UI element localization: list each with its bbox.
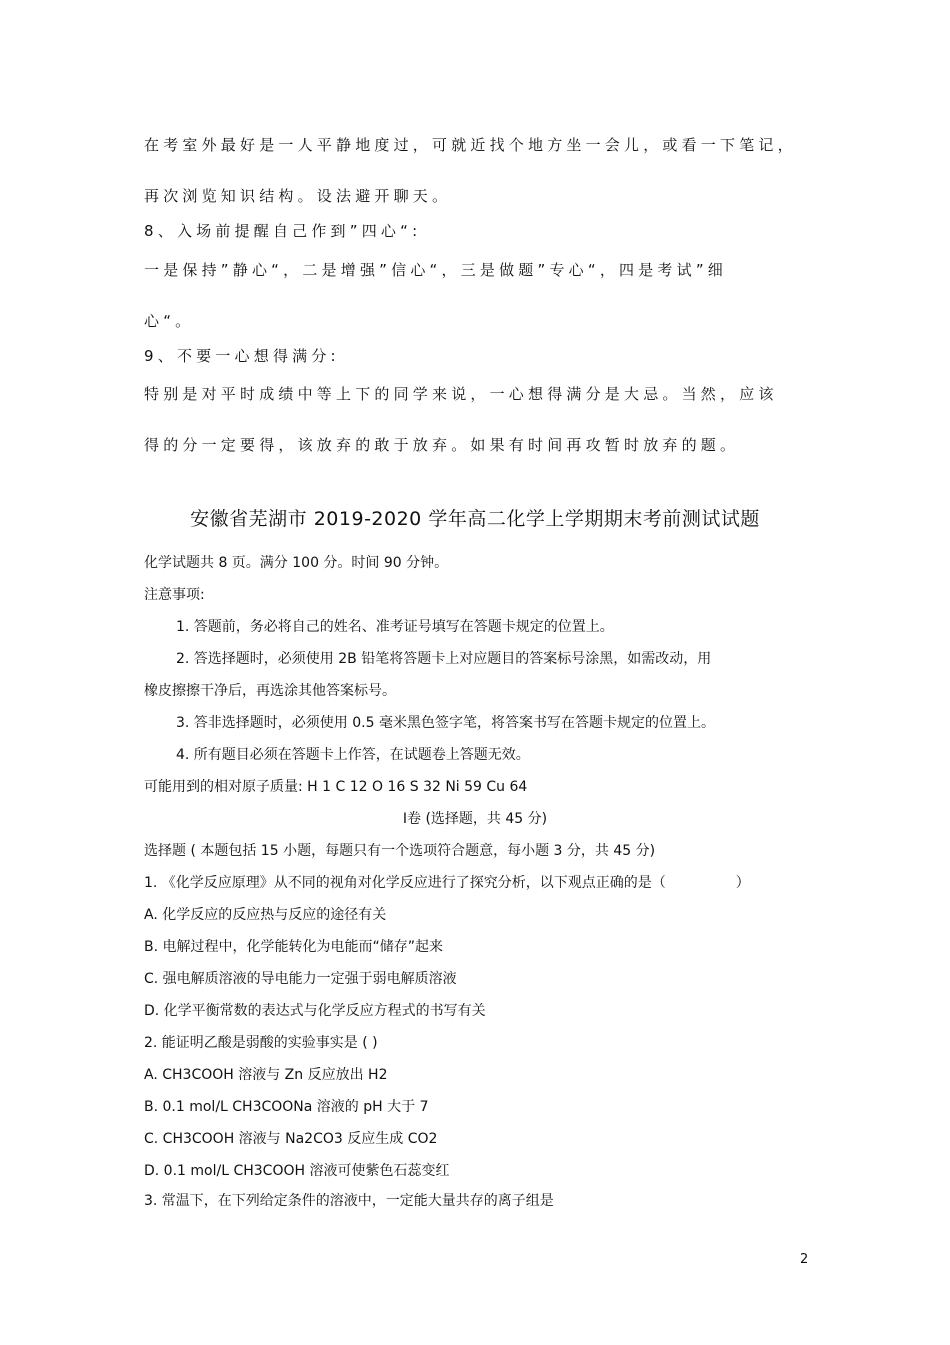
page-title: 安徽省芜湖市 2019-2020 学年高二化学上学期期末考前测试试题: [190, 508, 760, 530]
question-option: A. CH3COOH 溶液与 Zn 反应放出 H2: [144, 1067, 388, 1083]
exam-summary: 化学试题共 8 页。满分 100 分。时间 90 分钟。: [144, 555, 449, 571]
notice-heading: 注意事项:: [144, 587, 205, 603]
question-option: D. 化学平衡常数的表达式与化学反应方程式的书写有关: [144, 1003, 486, 1019]
notice-item-continued: 橡皮擦擦干净后，再选涂其他答案标号。: [144, 683, 396, 699]
tips-line: 特别是对平时成绩中等上下的同学来说，一心想得满分是大忌。当然，应该: [144, 385, 778, 403]
tips-item-heading: 9、不要一心想得满分:: [144, 347, 340, 365]
notice-item: 1. 答题前，务必将自己的姓名、准考证号填写在答题卡规定的位置上。: [176, 619, 614, 635]
tips-item-heading: 8、入场前提醒自己作到”四心“:: [144, 222, 422, 240]
question-option: C. CH3COOH 溶液与 Na2CO3 反应生成 CO2: [144, 1131, 438, 1147]
atomic-masses: 可能用到的相对原子质量: H 1 C 12 O 16 S 32 Ni 59 Cu 64: [144, 779, 528, 795]
question-stem: 2. 能证明乙酸是弱酸的实验事实是 ( ): [144, 1035, 378, 1051]
question-stem: 3. 常温下，在下列给定条件的溶液中，一定能大量共存的离子组是: [144, 1193, 554, 1209]
tips-line: 一是保持”静心“，二是增强”信心“，三是做题”专心“，四是考试”细: [144, 261, 727, 279]
notice-item: 2. 答选择题时，必须使用 2B 铅笔将答题卡上对应题目的答案标号涂黑，如需改动，用: [176, 651, 712, 667]
tips-line: 在考室外最好是一人平静地度过，可就近找个地方坐一会儿，或看一下笔记，: [144, 136, 797, 154]
question-option: B. 0.1 mol/L CH3COONa 溶液的 pH 大于 7: [144, 1099, 429, 1115]
section-title: Ⅰ卷 (选择题，共 45 分): [402, 811, 548, 827]
tips-line: 再次浏览知识结构。设法避开聊天。: [144, 187, 452, 205]
question-option: C. 强电解质溶液的导电能力一定强于弱电解质溶液: [144, 971, 457, 987]
question-option: A. 化学反应的反应热与反应的途径有关: [144, 907, 387, 923]
tips-line: 心“。: [144, 312, 195, 330]
section-description: 选择题 ( 本题包括 15 小题，每题只有一个选项符合题意，每小题 3 分，共 45 分): [144, 843, 656, 859]
page-number: 2: [800, 1252, 809, 1267]
question-option: B. 电解过程中，化学能转化为电能而“储存”起来: [144, 939, 444, 955]
tips-line: 得的分一定要得，该放弃的敢于放弃。如果有时间再攻暂时放弃的题。: [144, 436, 740, 454]
question-option: D. 0.1 mol/L CH3COOH 溶液可使紫色石蕊变红: [144, 1163, 450, 1179]
question-stem: 1. 《化学反应原理》从不同的视角对化学反应进行了探究分析，以下观点正确的是（ ）: [144, 875, 750, 891]
notice-item: 3. 答非选择题时，必须使用 0.5 毫米黑色签字笔，将答案书写在答题卡规定的位置上。: [176, 715, 715, 731]
notice-item: 4. 所有题目必须在答题卡上作答，在试题卷上答题无效。: [176, 747, 530, 763]
